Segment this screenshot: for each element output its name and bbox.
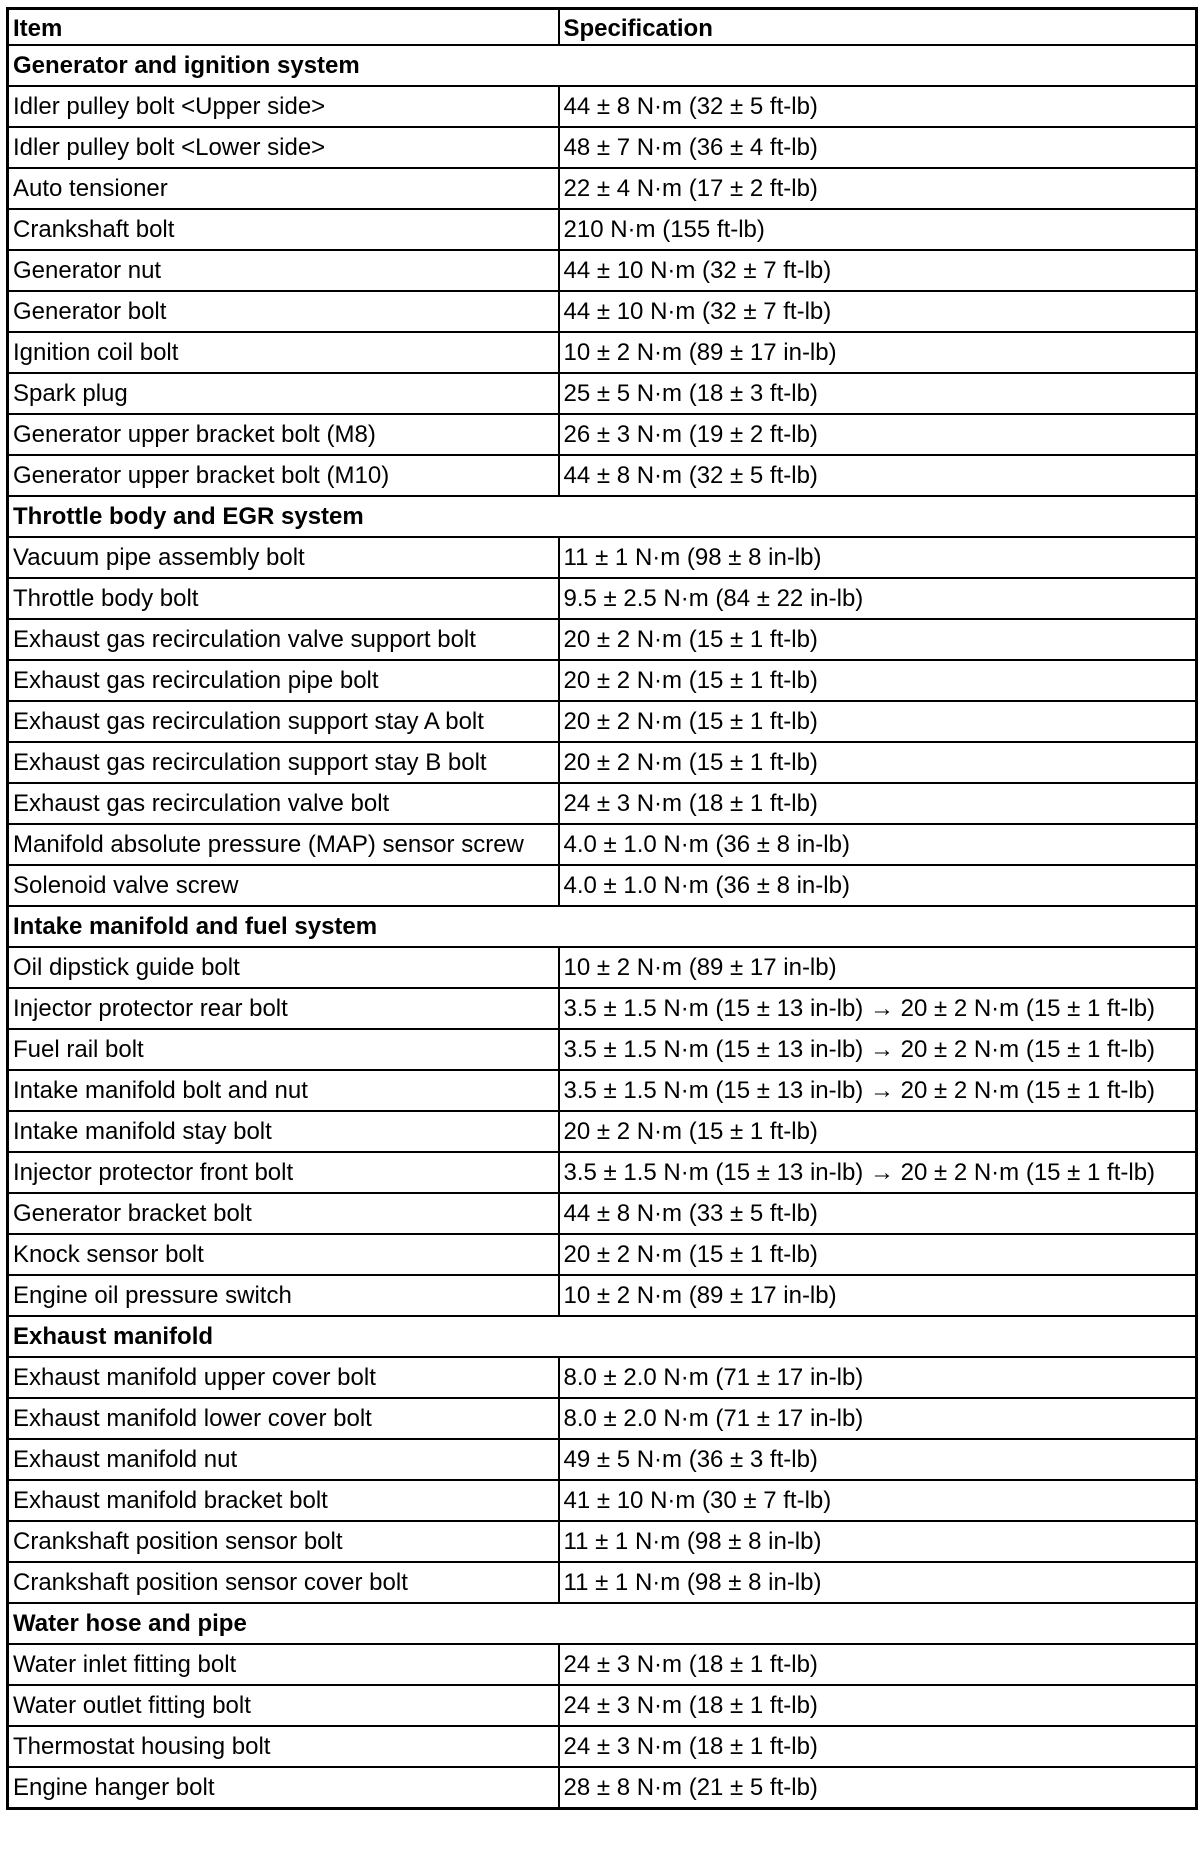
table-row	[8, 291, 1197, 332]
item-cell: Solenoid valve screw	[8, 865, 559, 906]
torque-spec-table	[6, 7, 1198, 1810]
specification-cell: 24 ± 3 N·m (18 ± 1 ft-lb)	[559, 1644, 1197, 1685]
table-row	[8, 1439, 1197, 1480]
specification-cell: 3.5 ± 1.5 N·m (15 ± 13 in-lb) → 20 ± 2 N·m (15 ± 1 ft-lb)	[559, 1152, 1197, 1193]
item-cell: Ignition coil bolt	[8, 332, 559, 373]
specification-cell: 24 ± 3 N·m (18 ± 1 ft-lb)	[559, 1726, 1197, 1767]
specification-cell: 22 ± 4 N·m (17 ± 2 ft-lb)	[559, 168, 1197, 209]
section-header-row	[8, 1603, 1197, 1644]
column-header-specification: Specification	[559, 9, 1197, 46]
item-cell: Idler pulley bolt <Upper side>	[8, 86, 559, 127]
specification-cell: 44 ± 10 N·m (32 ± 7 ft-lb)	[559, 250, 1197, 291]
specification-cell: 11 ± 1 N·m (98 ± 8 in-lb)	[559, 1562, 1197, 1603]
item-cell: Engine hanger bolt	[8, 1767, 559, 1809]
table-row	[8, 1193, 1197, 1234]
item-cell: Generator upper bracket bolt (M8)	[8, 414, 559, 455]
table-row	[8, 988, 1197, 1029]
table-row	[8, 455, 1197, 496]
specification-cell: 10 ± 2 N·m (89 ± 17 in-lb)	[559, 947, 1197, 988]
specification-cell: 20 ± 2 N·m (15 ± 1 ft-lb)	[559, 660, 1197, 701]
item-cell: Vacuum pipe assembly bolt	[8, 537, 559, 578]
specification-cell: 210 N·m (155 ft-lb)	[559, 209, 1197, 250]
item-cell: Crankshaft position sensor bolt	[8, 1521, 559, 1562]
table-row	[8, 742, 1197, 783]
table-row	[8, 209, 1197, 250]
specification-cell: 3.5 ± 1.5 N·m (15 ± 13 in-lb) → 20 ± 2 N·m (15 ± 1 ft-lb)	[559, 1029, 1197, 1070]
item-cell: Crankshaft position sensor cover bolt	[8, 1562, 559, 1603]
item-cell: Exhaust gas recirculation pipe bolt	[8, 660, 559, 701]
item-cell: Generator nut	[8, 250, 559, 291]
specification-cell: 20 ± 2 N·m (15 ± 1 ft-lb)	[559, 619, 1197, 660]
table-row	[8, 414, 1197, 455]
section-header-row	[8, 1316, 1197, 1357]
item-cell: Exhaust gas recirculation valve support bolt	[8, 619, 559, 660]
specification-cell: 44 ± 8 N·m (33 ± 5 ft-lb)	[559, 1193, 1197, 1234]
table-row	[8, 86, 1197, 127]
specification-cell: 10 ± 2 N·m (89 ± 17 in-lb)	[559, 332, 1197, 373]
item-cell: Idler pulley bolt <Lower side>	[8, 127, 559, 168]
table-row	[8, 619, 1197, 660]
item-cell: Engine oil pressure switch	[8, 1275, 559, 1316]
specification-cell: 49 ± 5 N·m (36 ± 3 ft-lb)	[559, 1439, 1197, 1480]
specification-cell: 8.0 ± 2.0 N·m (71 ± 17 in-lb)	[559, 1398, 1197, 1439]
specification-cell: 20 ± 2 N·m (15 ± 1 ft-lb)	[559, 742, 1197, 783]
item-cell: Water inlet fitting bolt	[8, 1644, 559, 1685]
item-cell: Exhaust manifold nut	[8, 1439, 559, 1480]
table-body	[8, 45, 1197, 1809]
table-row	[8, 1029, 1197, 1070]
table-row	[8, 1111, 1197, 1152]
table-row	[8, 373, 1197, 414]
section-title: Exhaust manifold	[8, 1316, 1197, 1357]
table-row	[8, 1480, 1197, 1521]
item-cell: Knock sensor bolt	[8, 1234, 559, 1275]
specification-cell: 11 ± 1 N·m (98 ± 8 in-lb)	[559, 537, 1197, 578]
item-cell: Manifold absolute pressure (MAP) sensor screw	[8, 824, 559, 865]
table-row	[8, 1234, 1197, 1275]
specification-cell: 44 ± 8 N·m (32 ± 5 ft-lb)	[559, 455, 1197, 496]
specification-cell: 3.5 ± 1.5 N·m (15 ± 13 in-lb) → 20 ± 2 N·m (15 ± 1 ft-lb)	[559, 1070, 1197, 1111]
section-title: Intake manifold and fuel system	[8, 906, 1197, 947]
section-header-row	[8, 496, 1197, 537]
specification-cell: 24 ± 3 N·m (18 ± 1 ft-lb)	[559, 1685, 1197, 1726]
specification-cell: 25 ± 5 N·m (18 ± 3 ft-lb)	[559, 373, 1197, 414]
item-cell: Auto tensioner	[8, 168, 559, 209]
specification-cell: 4.0 ± 1.0 N·m (36 ± 8 in-lb)	[559, 824, 1197, 865]
specification-cell: 41 ± 10 N·m (30 ± 7 ft-lb)	[559, 1480, 1197, 1521]
item-cell: Throttle body bolt	[8, 578, 559, 619]
column-header-item: Item	[8, 9, 559, 46]
table-row	[8, 1152, 1197, 1193]
specification-cell: 9.5 ± 2.5 N·m (84 ± 22 in-lb)	[559, 578, 1197, 619]
table-row	[8, 783, 1197, 824]
item-cell: Intake manifold stay bolt	[8, 1111, 559, 1152]
section-title: Throttle body and EGR system	[8, 496, 1197, 537]
specification-cell: 11 ± 1 N·m (98 ± 8 in-lb)	[559, 1521, 1197, 1562]
table-row	[8, 660, 1197, 701]
table-row	[8, 1767, 1197, 1809]
table-row	[8, 578, 1197, 619]
item-cell: Oil dipstick guide bolt	[8, 947, 559, 988]
item-cell: Injector protector front bolt	[8, 1152, 559, 1193]
item-cell: Intake manifold bolt and nut	[8, 1070, 559, 1111]
specification-cell: 3.5 ± 1.5 N·m (15 ± 13 in-lb) → 20 ± 2 N·m (15 ± 1 ft-lb)	[559, 988, 1197, 1029]
specification-cell: 20 ± 2 N·m (15 ± 1 ft-lb)	[559, 1111, 1197, 1152]
item-cell: Exhaust gas recirculation valve bolt	[8, 783, 559, 824]
specification-cell: 28 ± 8 N·m (21 ± 5 ft-lb)	[559, 1767, 1197, 1809]
specification-cell: 10 ± 2 N·m (89 ± 17 in-lb)	[559, 1275, 1197, 1316]
table-row	[8, 127, 1197, 168]
table-row	[8, 1398, 1197, 1439]
table-row	[8, 1357, 1197, 1398]
item-cell: Exhaust gas recirculation support stay B bolt	[8, 742, 559, 783]
table-row	[8, 1644, 1197, 1685]
section-title: Generator and ignition system	[8, 45, 1197, 86]
table-row	[8, 824, 1197, 865]
item-cell: Exhaust gas recirculation support stay A bolt	[8, 701, 559, 742]
item-cell: Water outlet fitting bolt	[8, 1685, 559, 1726]
table-row	[8, 1275, 1197, 1316]
item-cell: Injector protector rear bolt	[8, 988, 559, 1029]
specification-cell: 44 ± 8 N·m (32 ± 5 ft-lb)	[559, 86, 1197, 127]
specification-cell: 20 ± 2 N·m (15 ± 1 ft-lb)	[559, 701, 1197, 742]
specification-cell: 44 ± 10 N·m (32 ± 7 ft-lb)	[559, 291, 1197, 332]
item-cell: Exhaust manifold lower cover bolt	[8, 1398, 559, 1439]
table-row	[8, 947, 1197, 988]
table-row	[8, 168, 1197, 209]
item-cell: Crankshaft bolt	[8, 209, 559, 250]
specification-cell: 26 ± 3 N·m (19 ± 2 ft-lb)	[559, 414, 1197, 455]
section-header-row	[8, 906, 1197, 947]
item-cell: Thermostat housing bolt	[8, 1726, 559, 1767]
table-row	[8, 537, 1197, 578]
table-row	[8, 1562, 1197, 1603]
item-cell: Exhaust manifold upper cover bolt	[8, 1357, 559, 1398]
table-row	[8, 332, 1197, 373]
item-cell: Generator bolt	[8, 291, 559, 332]
table-row	[8, 250, 1197, 291]
table-row	[8, 1726, 1197, 1767]
item-cell: Generator bracket bolt	[8, 1193, 559, 1234]
specification-cell: 48 ± 7 N·m (36 ± 4 ft-lb)	[559, 127, 1197, 168]
specification-cell: 8.0 ± 2.0 N·m (71 ± 17 in-lb)	[559, 1357, 1197, 1398]
specification-cell: 4.0 ± 1.0 N·m (36 ± 8 in-lb)	[559, 865, 1197, 906]
table-row	[8, 1521, 1197, 1562]
item-cell: Generator upper bracket bolt (M10)	[8, 455, 559, 496]
table-row	[8, 701, 1197, 742]
table-row	[8, 1070, 1197, 1111]
specification-cell: 20 ± 2 N·m (15 ± 1 ft-lb)	[559, 1234, 1197, 1275]
section-header-row	[8, 45, 1197, 86]
table-row	[8, 865, 1197, 906]
item-cell: Spark plug	[8, 373, 559, 414]
section-title: Water hose and pipe	[8, 1603, 1197, 1644]
item-cell: Fuel rail bolt	[8, 1029, 559, 1070]
item-cell: Exhaust manifold bracket bolt	[8, 1480, 559, 1521]
specification-cell: 24 ± 3 N·m (18 ± 1 ft-lb)	[559, 783, 1197, 824]
table-row	[8, 1685, 1197, 1726]
table-header-row	[8, 9, 1197, 46]
